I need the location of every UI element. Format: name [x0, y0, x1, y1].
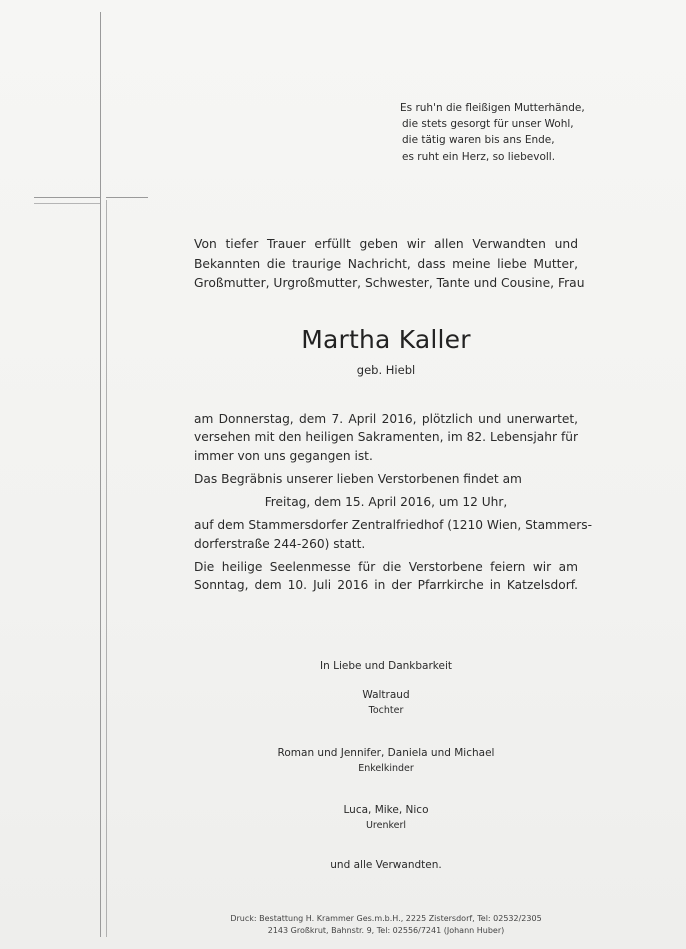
announcement-body	[194, 410, 593, 595]
mass-line: Die heilige Seelenmesse für die Verstorbene feiern wir am	[194, 560, 578, 575]
cross-vertical-line-shadow	[106, 200, 107, 937]
final-relatives	[194, 858, 578, 873]
signature-group	[194, 803, 578, 833]
printer-line: Druck: Bestattung H. Krammer Ges.m.b.H., 2225 Zistersdorf, Tel: 02532/2305	[230, 914, 542, 923]
intro-line: Großmutter, Urgroßmutter, Schwester, Tante und Cousine, Frau	[194, 276, 585, 290]
poem-line: die stets gesorgt für unser Wohl,	[402, 118, 574, 131]
poem-line: Es ruh'n die fleißigen Mutterhände,	[400, 102, 585, 114]
memorial-poem	[400, 100, 585, 165]
cross-vertical-line	[100, 12, 101, 937]
funeral-date: Freitag, dem 15. April 2016, um 12 Uhr,	[264, 495, 508, 510]
death-line: am Donnerstag, dem 7. April 2016, plötzlich und unerwartet,	[194, 412, 578, 426]
deceased-name: Martha Kaller	[301, 325, 471, 354]
cross-horizontal-line-shadow	[34, 203, 100, 204]
cross-horizontal-line-right	[106, 197, 148, 198]
signature-group	[194, 746, 578, 776]
cross-horizontal-line-left	[34, 197, 100, 198]
signature-relation: Tochter	[368, 705, 404, 716]
signature-relation: Enkelkinder	[358, 763, 414, 774]
closing-text: In Liebe und Dankbarkeit	[320, 660, 452, 672]
cemetery-line: dorferstraße 244-260) statt.	[194, 536, 366, 551]
signature-relation: Urenkerl	[365, 820, 407, 831]
signature-group	[194, 688, 578, 718]
signature-names: Roman und Jennifer, Daniela und Michael	[277, 747, 495, 759]
closing-phrase	[194, 659, 578, 674]
poem-line: es ruht ein Herz, so liebevoll.	[402, 150, 556, 163]
printer-imprint	[194, 913, 578, 936]
funeral-intro: Das Begräbnis unserer lieben Verstorbenen findet am	[194, 471, 522, 486]
cemetery-line: auf dem Stammersdorfer Zentralfriedhof (1210 Wien, Stammers-	[194, 518, 593, 533]
signature-names: Waltraud	[362, 689, 410, 701]
birth-name: geb. Hiebl	[356, 363, 416, 377]
mass-line: Sonntag, dem 10. Juli 2016 in der Pfarrkirche in Katzelsdorf.	[194, 578, 578, 593]
final-text: und alle Verwandten.	[330, 859, 442, 871]
printer-line: 2143 Großkrut, Bahnstr. 9, Tel: 02556/7241 (Johann Huber)	[267, 925, 505, 935]
intro-line: Von tiefer Trauer erfüllt geben wir allen Verwandten und	[194, 237, 578, 251]
death-line: immer von uns gegangen ist.	[194, 448, 373, 463]
signature-names: Luca, Mike, Nico	[343, 804, 429, 816]
announcement-intro	[194, 235, 585, 294]
intro-line: Bekannten die traurige Nachricht, dass meine liebe Mutter,	[194, 256, 578, 271]
poem-line: die tätig waren bis ans Ende,	[402, 134, 555, 147]
death-line: versehen mit den heiligen Sakramenten, im 82. Lebensjahr für	[194, 430, 578, 445]
